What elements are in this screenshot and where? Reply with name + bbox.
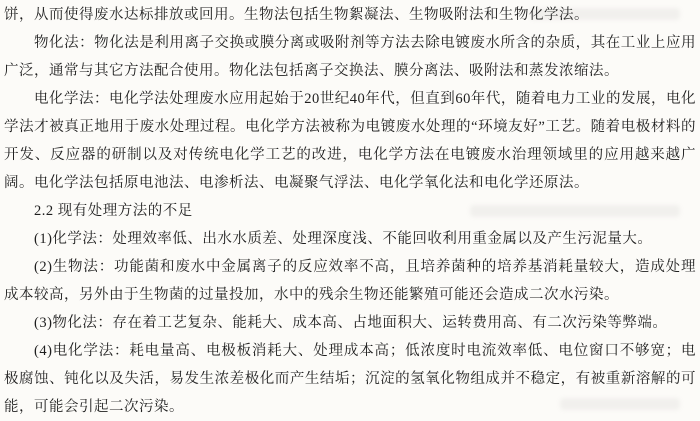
section-heading: 2.2 现有处理方法的不足: [34, 203, 193, 219]
list-item-chemical-drawbacks: (1)化学法：处理效率低、出水水质差、处理深度浅、不能回收利用重金属以及产生污泥量大。: [34, 231, 653, 247]
list-item-physicochemical-drawbacks: (3)物化法：存在着工艺复杂、能耗大、成本高、占地面积大、运转费用高、有二次污染等弊端。: [34, 315, 668, 331]
list-item-electrochemical-drawbacks: (4)电化学法：耗电量高、电极板消耗大、处理成本高；低浓度时电流效率低、电位窗口不够宽；电极腐蚀、钝化以及失活，易发生浓差极化而产生结垢；沉淀的氢氧化物组成并不稳定，有被重新溶解的可能，可能会引起二次污染。: [4, 343, 696, 415]
paragraph-electrochemical-method: 电化学法：电化学法处理废水应用起始于20世纪40年代，但直到60年代，随着电力工业的发展，电化学法才被真正地用于废水处理过程。电化学方法被称为电镀废水处理的“环境友好”工艺。随着电极材料的开发、反应器的研制以及对传统电化学工艺的改进，电化学方法在电镀废水治理领域里的应用越来越广阔。电化学法包括原电池法、电渗析法、电凝聚气浮法、电化学氧化法和电化学还原法。: [4, 91, 696, 191]
paragraph-biological-continuation: 饼，从而使得废水达标排放或回用。生物法包括生物絮凝法、生物吸附法和生物化学法。: [4, 7, 589, 23]
paragraph-physicochemical-method: 物化法：物化法是利用离子交换或膜分离或吸附剂等方法去除电镀废水所含的杂质，其在工业上应用广泛，通常与其它方法配合使用。物化法包括离子交换法、膜分离法、吸附法和蒸发浓缩法。: [4, 35, 696, 79]
list-item-biological-drawbacks: (2)生物法：功能菌和废水中金属离子的反应效率不高，且培养菌种的培养基消耗量较大，造成处理成本较高，另外由于生物菌的过量投加，水中的残余生物还能繁殖可能还会造成二次水污染。: [4, 259, 696, 303]
